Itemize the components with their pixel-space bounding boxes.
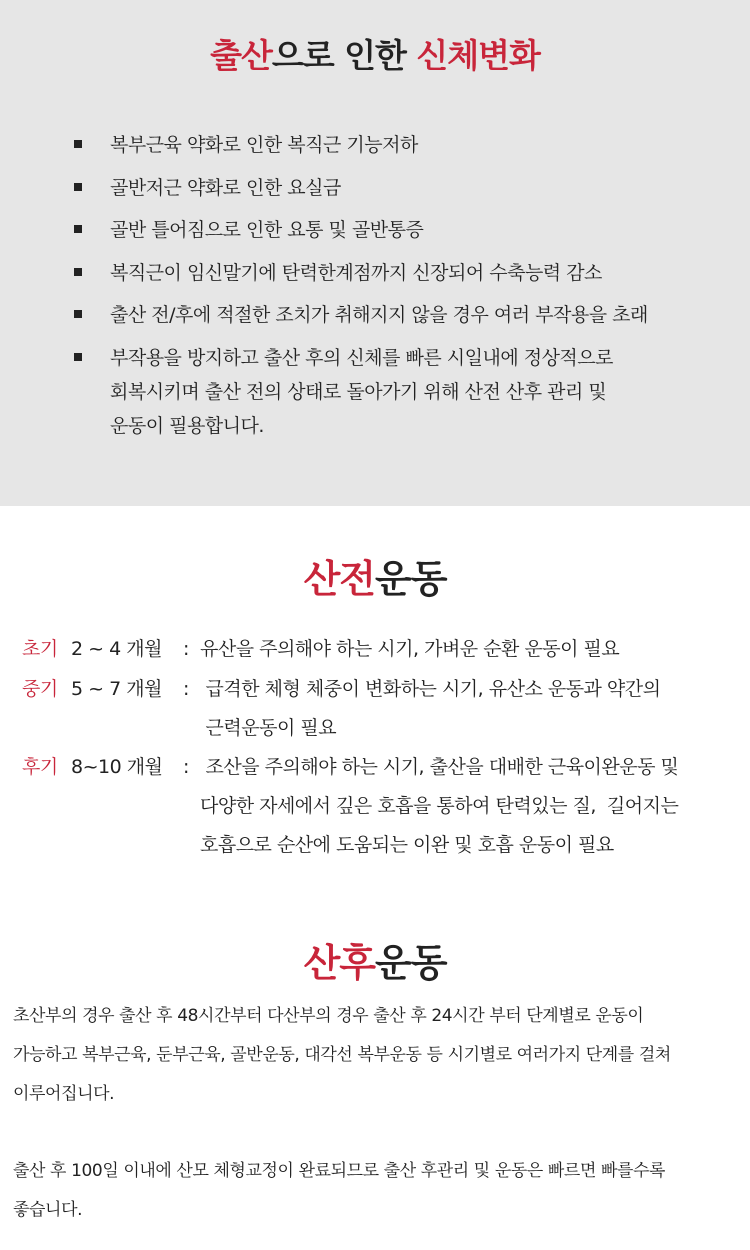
list-item-text: 복부근육 약화로 인한 복직근 기능저하 [110,134,418,156]
list-item [72,341,712,443]
stage-description-line: 급격한 체형 체중이 변화하는 시기, 유산소 운동과 약간의 [200,678,661,700]
list-item-text: 출산 전/후에 적절한 조치가 취해지지 않을 경우 여러 부작용을 초래 [110,304,648,327]
stage-description [200,670,742,748]
body-changes-section [0,0,750,506]
stage-range: 8~10 개월 [71,756,163,778]
postnatal-paragraph-1 [13,997,743,1114]
square-bullet-icon [74,310,82,318]
title-middle: 으로 인한 [271,36,417,75]
stage-label: 후기 [22,756,58,778]
square-bullet-icon [74,140,82,148]
list-item [72,256,712,290]
paragraph-line: 가능하고 복부근육, 둔부근육, 골반운동, 대각선 복부운동 등 시기별로 여러가지 단계를 걸쳐 [13,1045,671,1065]
title-exercise: 운동 [375,557,447,601]
stage-colon: : [183,678,189,700]
list-item-text-line: 회복시키며 출산 전의 상태로 돌아가기 위해 산전 산후 관리 및 [110,380,607,403]
stage-description-line: 유산을 주의해야 하는 시기, 가벼운 순환 운동이 필요 [200,638,620,660]
paragraph-line: 이루어집니다. [13,1084,115,1104]
stage-description [200,748,742,865]
stage-colon: : [183,756,189,778]
prenatal-exercise-title [0,548,750,603]
stage-description-line: 다양한 자세에서 깊은 호흡을 통하여 탄력있는 질, 길어지는 [200,795,679,817]
title-accent-body: 신체변화 [416,36,540,75]
paragraph-line: 출산 후 100일 이내에 산모 체형교정이 완료되므로 출산 후관리 및 운동은 빠르면 빠를수록 [13,1161,666,1181]
stage-range: 2 ~ 4 개월 [71,638,162,660]
stage-label: 중기 [22,678,58,700]
body-changes-list [72,128,712,452]
paragraph-line: 초산부의 경우 출산 후 48시간부터 다산부의 경우 출산 후 24시간 부터 단계별로 운동이 [13,1006,644,1026]
title-exercise: 운동 [375,941,447,985]
list-item-text-line: 부작용을 방지하고 출산 후의 신체를 빠른 시일내에 정상적으로 [110,346,613,369]
paragraph-line: 좋습니다. [13,1200,83,1220]
list-item-text-line: 운동이 필용합니다. [110,414,264,437]
stage-range: 5 ~ 7 개월 [71,678,162,700]
postnatal-exercise-title [0,932,750,987]
title-accent-birth: 출산 [210,36,272,75]
list-item [72,171,712,205]
list-item-text: 복직근이 임신말기에 탄력한계점까지 신장되어 수축능력 감소 [110,261,602,284]
list-item [72,213,712,247]
title-accent-prenatal: 산전 [303,557,375,601]
list-item-text: 골반 틀어짐으로 인한 요통 및 골반통증 [110,219,424,242]
list-item [72,298,712,332]
stage-description [200,630,742,669]
list-item [72,128,712,162]
stage-description-line: 조산을 주의해야 하는 시기, 출산을 대배한 근육이완운동 및 [200,756,679,778]
square-bullet-icon [74,183,82,191]
stage-description-line: 근력운동이 필요 [200,717,337,739]
stage-description-line: 호흡으로 순산에 도움되는 이완 및 호흡 운동이 필요 [200,834,614,856]
list-item-text: 골반저근 약화로 인한 요실금 [110,176,341,199]
stage-colon: : [183,638,189,660]
postnatal-paragraph-2 [13,1152,743,1230]
stage-label: 초기 [22,638,58,660]
square-bullet-icon [74,353,82,361]
body-changes-title [0,30,750,77]
title-accent-postnatal: 산후 [303,941,375,985]
square-bullet-icon [74,225,82,233]
square-bullet-icon [74,268,82,276]
